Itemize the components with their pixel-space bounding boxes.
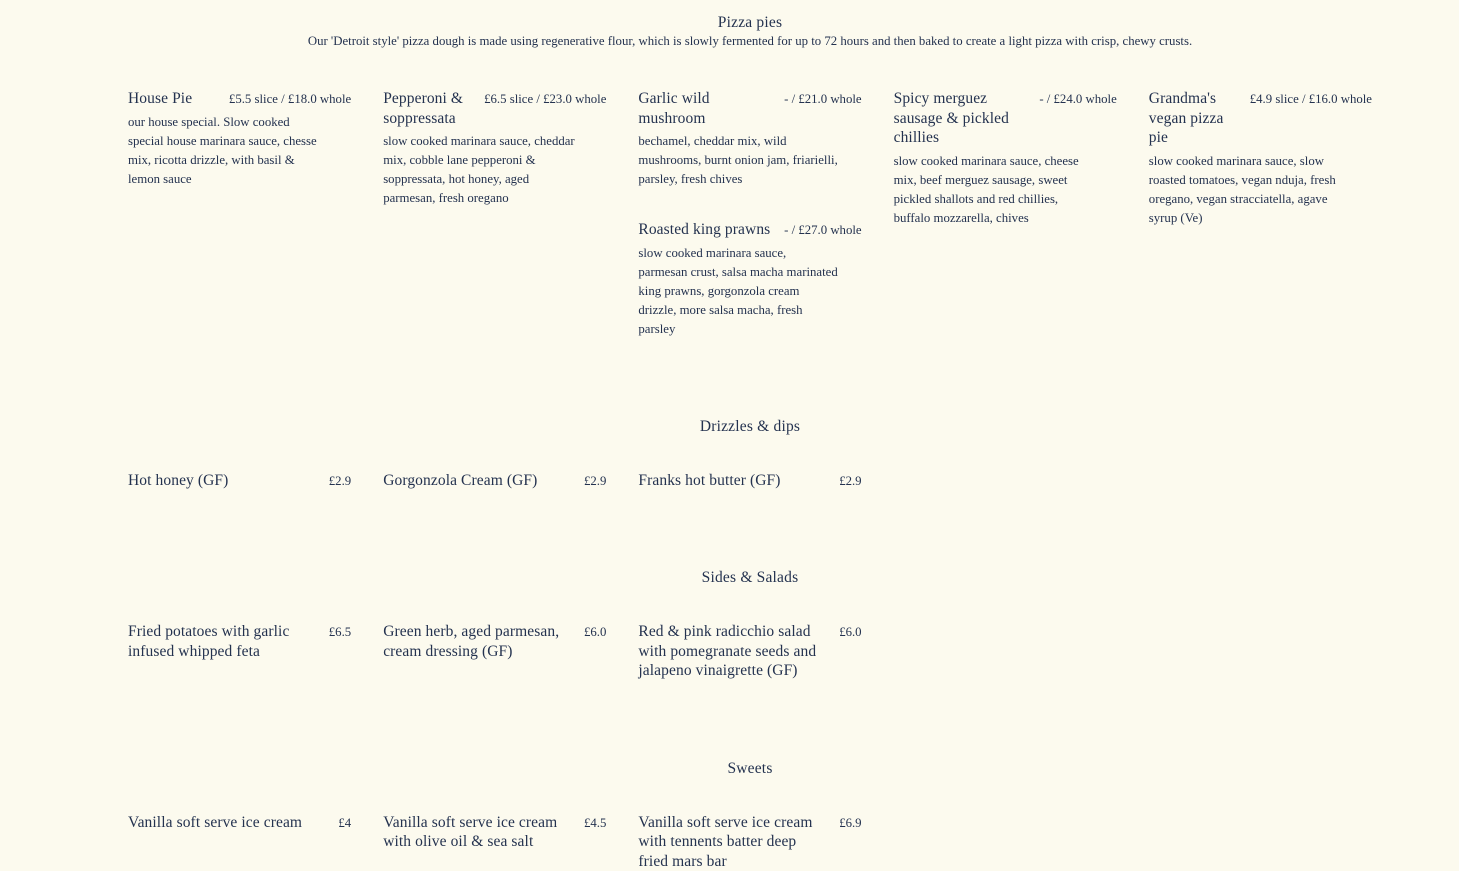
item-head [383,622,606,661]
item-name: Grandma's vegan pizza pie [1149,89,1240,148]
item-head [638,471,861,491]
item-name: Green herb, aged parmesan, cream dressing (GF) [383,622,574,661]
item-head [894,89,1117,148]
pizza-items-grid [128,89,1372,339]
item-price: £2.9 [839,471,861,489]
item-name: Franks hot butter (GF) [638,471,829,491]
menu-item-spicy-merguez [894,89,1117,228]
menu-item-house-pie [128,89,351,189]
pizza-column-2 [383,89,606,339]
item-name: Pepperoni & soppressata [383,89,474,128]
menu-item-radicchio-salad [638,622,861,681]
item-name: Hot honey (GF) [128,471,319,491]
item-price: - / £24.0 whole [1039,89,1116,107]
section-pizza-pies [128,13,1372,339]
sides-section-heading: Sides & Salads [128,568,1372,587]
item-price: £6.9 [839,813,861,831]
pizza-column-3 [638,89,861,339]
item-description: our house special. Slow cooked special house marinara sauce, chesse mix, ricotta drizzle, with basil & lemon sauce [128,113,328,189]
pizza-column-5 [1149,89,1372,339]
item-price: - / £27.0 whole [784,220,861,238]
item-name: Fried potatoes with garlic infused whipped feta [128,622,319,661]
pizza-section-heading: Pizza pies [128,13,1372,32]
drizzles-items-grid [128,471,1372,491]
sides-column-2 [383,622,606,681]
item-head [383,89,606,128]
section-drizzles-dips [128,417,1372,491]
pizza-column-1 [128,89,351,339]
item-name: Red & pink radicchio salad with pomegranate seeds and jalapeno vinaigrette (GF) [638,622,829,681]
drizzles-column-3 [638,471,861,491]
item-head [638,220,861,240]
item-head [128,471,351,491]
item-head [128,89,351,109]
menu-item-franks-hot-butter [638,471,861,491]
drizzles-column-1 [128,471,351,491]
item-name: Gorgonzola Cream (GF) [383,471,574,491]
menu-item-garlic-wild-mushroom [638,89,861,189]
item-head [638,622,861,681]
item-name: Vanilla soft serve ice cream with tennents batter deep fried mars bar [638,813,829,871]
sides-column-4-empty [894,622,1117,681]
item-price: £6.5 slice / £23.0 whole [484,89,606,107]
menu-item-vanilla-olive-oil [383,813,606,852]
item-price: - / £21.0 whole [784,89,861,107]
menu-item-deep-fried-mars-bar [638,813,861,871]
sides-column-5-empty [1149,622,1372,681]
item-price: £6.0 [584,622,606,640]
item-price: £6.0 [839,622,861,640]
sweets-column-2 [383,813,606,871]
item-name: House Pie [128,89,219,109]
menu-item-pepperoni-soppressata [383,89,606,208]
sides-column-1 [128,622,351,681]
item-description: slow cooked marinara sauce, cheddar mix, cobble lane pepperoni & soppressata, hot honey, aged parmesan, fresh oregano [383,132,583,208]
item-price: £4.5 [584,813,606,831]
item-head [128,813,351,833]
item-head [128,622,351,661]
item-description: bechamel, cheddar mix, wild mushrooms, burnt onion jam, friarielli, parsley, fresh chives [638,132,838,189]
item-name: Roasted king prawns [638,220,774,240]
item-head [1149,89,1372,148]
item-price: £2.9 [329,471,351,489]
sweets-column-5-empty [1149,813,1372,871]
drizzles-column-2 [383,471,606,491]
pizza-column-4 [894,89,1117,339]
item-head [638,813,861,871]
menu-item-fried-potatoes [128,622,351,661]
section-sides-salads [128,568,1372,681]
item-description: slow cooked marinara sauce, cheese mix, beef merguez sausage, sweet pickled shallots and red chillies, buffalo mozzarella, chives [894,152,1094,228]
item-price: £4 [338,813,351,831]
item-head [638,89,861,128]
item-price: £4.9 slice / £16.0 whole [1250,89,1372,107]
drizzles-column-5-empty [1149,471,1372,491]
menu-item-grandmas-vegan [1149,89,1372,228]
sweets-section-heading: Sweets [128,759,1372,778]
item-name: Vanilla soft serve ice cream [128,813,328,833]
drizzles-section-heading: Drizzles & dips [128,417,1372,436]
menu-item-hot-honey [128,471,351,491]
menu-item-vanilla-soft-serve [128,813,351,833]
sweets-column-1 [128,813,351,871]
menu-item-green-herb-salad [383,622,606,661]
item-description: slow cooked marinara sauce, parmesan crust, salsa macha marinated king prawns, gorgonzola cream drizzle, more salsa macha, fresh parsley [638,244,838,339]
item-name: Garlic wild mushroom [638,89,774,128]
sides-column-3 [638,622,861,681]
item-price: £5.5 slice / £18.0 whole [229,89,351,107]
pizza-section-subtitle: Our 'Detroit style' pizza dough is made using regenerative flour, which is slowly fermented for up to 72 hours and then baked to create a light pizza with crisp, chewy crusts. [128,34,1372,49]
item-price: £6.5 [329,622,351,640]
sweets-column-4-empty [894,813,1117,871]
menu-item-roasted-king-prawns [638,220,861,339]
item-name: Vanilla soft serve ice cream with olive oil & sea salt [383,813,574,852]
section-sweets [128,759,1372,871]
item-description: slow cooked marinara sauce, slow roasted tomatoes, vegan nduja, fresh oregano, vegan stracciatella, agave syrup (Ve) [1149,152,1349,228]
item-head [383,471,606,491]
item-name: Spicy merguez sausage & pickled chillies [894,89,1030,148]
drizzles-column-4-empty [894,471,1117,491]
item-price: £2.9 [584,471,606,489]
sweets-column-3 [638,813,861,871]
menu-item-gorgonzola-cream [383,471,606,491]
item-head [383,813,606,852]
sides-items-grid [128,622,1372,681]
sweets-items-grid [128,813,1372,871]
